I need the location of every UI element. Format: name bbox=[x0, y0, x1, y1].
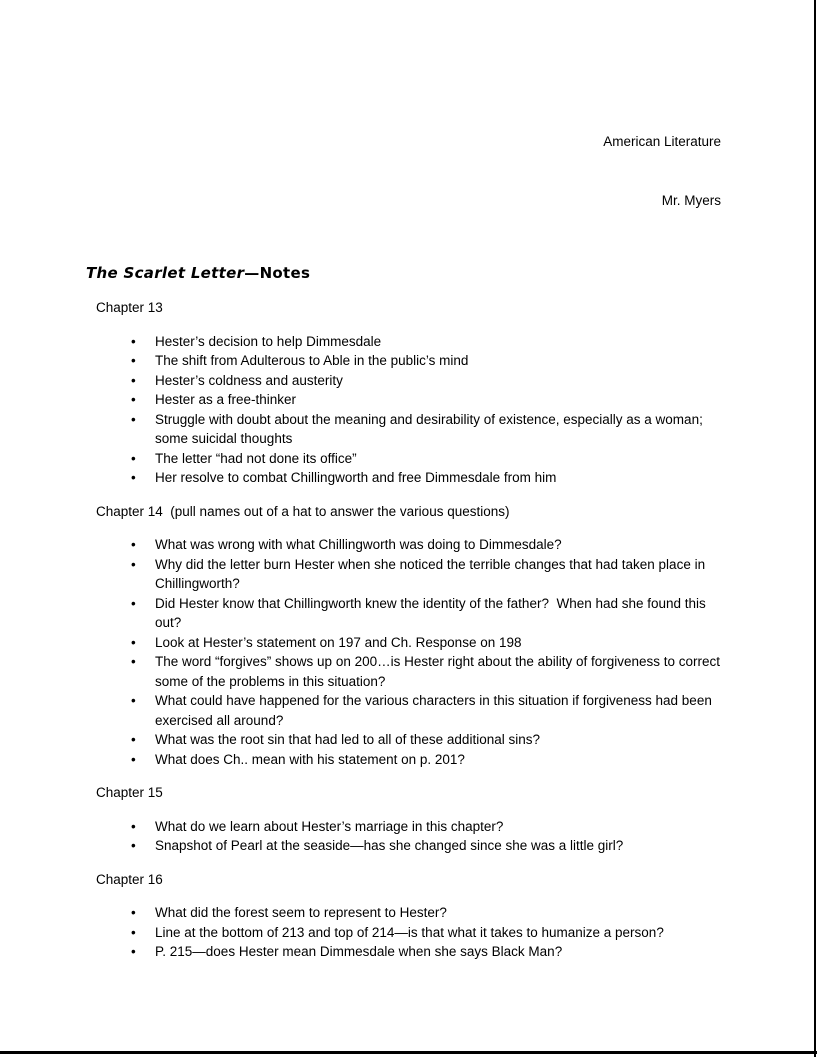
bullet-item: • The shift from Adulterous to Able in the public’s mind bbox=[155, 351, 721, 371]
header-teacher: Mr. Myers bbox=[661, 192, 721, 208]
section-heading: Chapter 14 (pull names out of a hat to answer the various questions) bbox=[96, 503, 510, 519]
scan-edge-bottom-line bbox=[0, 1051, 817, 1054]
document-title bbox=[86, 263, 721, 284]
document-header bbox=[86, 93, 721, 249]
bullet-item: • Snapshot of Pearl at the seaside—has she changed since she was a little girl? bbox=[155, 836, 721, 856]
bullet-list bbox=[96, 535, 724, 769]
bullet-item: • Hester’s coldness and austerity bbox=[155, 371, 721, 391]
bullet-list bbox=[96, 817, 721, 856]
header-course: American Literature bbox=[603, 134, 721, 149]
bullet-item: • What was wrong with what Chillingworth was doing to Dimmesdale? bbox=[155, 535, 721, 555]
bullet-item: • Hester’s decision to help Dimmesdale bbox=[155, 332, 721, 352]
bullet-item: • Why did the letter burn Hester when she noticed the terrible changes that had taken place in Chillingworth? bbox=[155, 555, 721, 594]
bullet-list bbox=[96, 903, 721, 962]
bullet-item: • Struggle with doubt about the meaning and desirability of existence, especially as a woman; some suicidal thoughts bbox=[155, 410, 721, 449]
section-chapter-15 bbox=[96, 783, 721, 856]
bullet-list bbox=[96, 332, 721, 488]
bullet-item: • What does Ch.. mean with his statement on p. 201? bbox=[155, 750, 721, 770]
bullet-item: • What did the forest seem to represent to Hester? bbox=[155, 903, 721, 923]
scan-edge-right-line bbox=[814, 0, 816, 1057]
section-heading: Chapter 15 bbox=[96, 785, 163, 800]
bullet-item: • What do we learn about Hester’s marriage in this chapter? bbox=[155, 817, 721, 837]
section-chapter-16 bbox=[96, 870, 721, 962]
bullet-item: • Her resolve to combat Chillingworth and free Dimmesdale from him bbox=[155, 468, 721, 488]
bullet-item: • What could have happened for the various characters in this situation if forgiveness had been exercised all around? bbox=[155, 691, 721, 730]
section-heading: Chapter 16 bbox=[96, 871, 163, 887]
title-suffix: —Notes bbox=[244, 264, 311, 282]
bullet-item: • What was the root sin that had led to all of these additional sins? bbox=[155, 730, 721, 750]
bullet-item: • Look at Hester’s statement on 197 and Ch. Response on 198 bbox=[155, 633, 721, 653]
bullet-item: • The word “forgives” shows up on 200…is Hester right about the ability of forgiveness to correct some of the problems in this situation? bbox=[155, 652, 721, 691]
bullet-item: • Line at the bottom of 213 and top of 214—is that what it takes to humanize a person? bbox=[155, 923, 721, 943]
bullet-item: • The letter “had not done its office” bbox=[155, 449, 721, 469]
section-chapter-14 bbox=[96, 502, 724, 770]
bullet-item: • P. 215—does Hester mean Dimmesdale when she says Black Man? bbox=[155, 942, 721, 962]
title-book-name: The Scarlet Letter bbox=[86, 264, 245, 282]
bullet-item: • Did Hester know that Chillingworth knew the identity of the father? When had she found this out? bbox=[155, 594, 721, 633]
section-chapter-13 bbox=[96, 298, 721, 488]
bullet-item: • Hester as a free-thinker bbox=[155, 390, 721, 410]
section-heading: Chapter 13 bbox=[96, 300, 163, 315]
